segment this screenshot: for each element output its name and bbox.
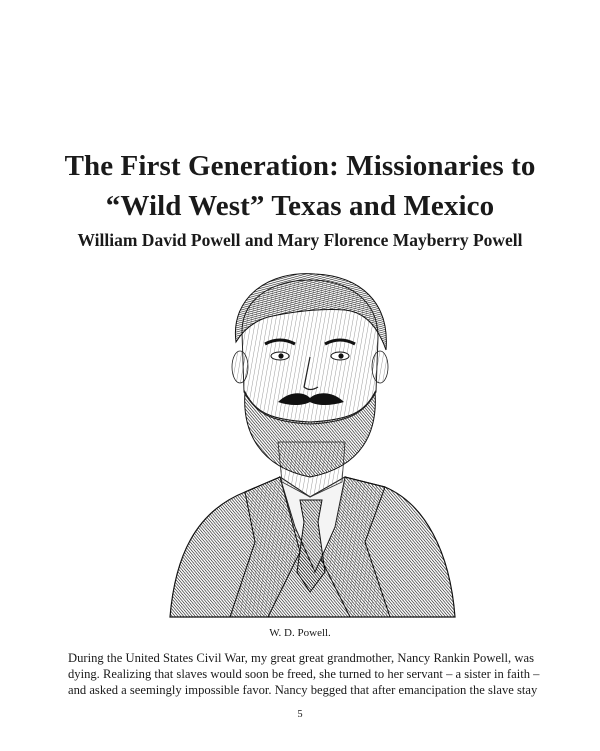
chapter-title-line-1: The First Generation: Missionaries to bbox=[64, 150, 536, 182]
figure-caption: W. D. Powell. bbox=[269, 627, 331, 639]
body-line-3: and asked a seemingly impossible favor. Nancy begged that after emancipation the slave stay bbox=[68, 683, 538, 697]
body-line-2: dying. Realizing that slaves would soon be freed, she turned to her servant – a sister in faith – bbox=[68, 667, 540, 681]
page-number: 5 bbox=[297, 709, 303, 720]
body-line-1: During the United States Civil War, my great great grandmother, Nancy Rankin Powell, was bbox=[68, 651, 534, 665]
portrait-engraving bbox=[150, 272, 460, 620]
chapter-title bbox=[0, 146, 600, 226]
body-paragraph bbox=[68, 650, 540, 698]
chapter-subtitle: William David Powell and Mary Florence Mayberry Powell bbox=[77, 230, 523, 250]
chapter-title-line-2: “Wild West” Texas and Mexico bbox=[105, 190, 495, 222]
